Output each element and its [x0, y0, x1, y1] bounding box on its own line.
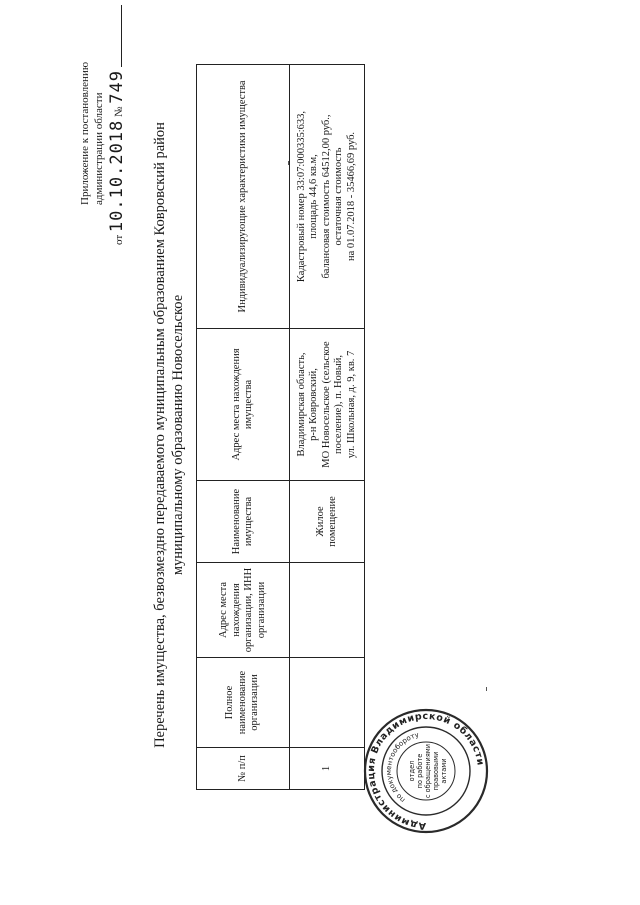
- characteristics-cell: [290, 65, 365, 329]
- number-prefix: №: [113, 106, 125, 117]
- org-name-cell: [290, 658, 365, 748]
- appendix-caption: Приложение к постановлению: [79, 61, 91, 205]
- svg-text:с обращениями: с обращениями: [424, 743, 432, 799]
- stamp-center-text: [408, 744, 448, 798]
- address-line: ул. Школьная, д. 9, кв. 7: [345, 350, 357, 459]
- characteristics-line: балансовая стоимость 64512,00 руб.,: [320, 114, 332, 279]
- table-row: [290, 65, 365, 790]
- signature-line: [120, 5, 122, 67]
- org-address-cell: [290, 563, 365, 658]
- stamp-sub-text: по документообороту: [384, 730, 420, 804]
- column-header: Адрес места нахождения организации, ИНН организации: [197, 563, 290, 658]
- number-value: 749: [107, 70, 127, 104]
- address-line: поселение), п. Новый,: [333, 354, 345, 455]
- date-prefix: от: [113, 234, 125, 245]
- document-title-cont: муниципальному образованию Новосельское: [170, 294, 186, 576]
- stamp-outer-text: Администрация Владимирской области: [365, 710, 486, 832]
- scan-mark: [486, 687, 487, 691]
- official-stamp: [362, 707, 490, 835]
- document-title: Перечень имущества, безвозмездно передаваемого муниципальным образованием Ковровский район: [152, 122, 168, 748]
- property-address-cell: [290, 329, 365, 481]
- svg-text:по работе: по работе: [416, 753, 424, 789]
- row-number: 1: [290, 748, 365, 790]
- date-value: 10.10.2018: [107, 119, 127, 233]
- column-header: Наименование имущества: [197, 481, 290, 563]
- characteristics-line: Кадастровый номер 33:07:000335:633,: [295, 110, 307, 283]
- column-header: Индивидуализирующие характеристики имущества: [197, 65, 290, 329]
- property-table: [196, 64, 365, 790]
- column-header: Полное наименование организации: [197, 658, 290, 748]
- characteristics-line: площадь 44,6 кв.м,: [308, 154, 320, 239]
- table-header-row: [197, 65, 290, 790]
- appendix-caption-issuer: администрации области: [93, 92, 105, 205]
- svg-text:правовыми: правовыми: [432, 751, 440, 791]
- address-line: р-н Ковровский,: [308, 368, 320, 441]
- address-line: МО Новосельское (сельское: [320, 341, 332, 468]
- address-line: Владимирская область,: [295, 352, 307, 457]
- svg-text:отдел: отдел: [408, 760, 416, 782]
- svg-text:актами: актами: [440, 758, 448, 784]
- column-header: Адрес места нахождения имущества: [197, 329, 290, 481]
- characteristics-line: на 01.07.2018 - 35466,69 руб.: [345, 131, 357, 262]
- appendix-date-number: [107, 5, 127, 245]
- column-header: № п/п: [197, 748, 290, 790]
- scan-mark: [288, 161, 289, 165]
- characteristics-line: остаточная стоимость: [333, 147, 345, 246]
- property-name-cell: Жилое помещение: [290, 481, 365, 563]
